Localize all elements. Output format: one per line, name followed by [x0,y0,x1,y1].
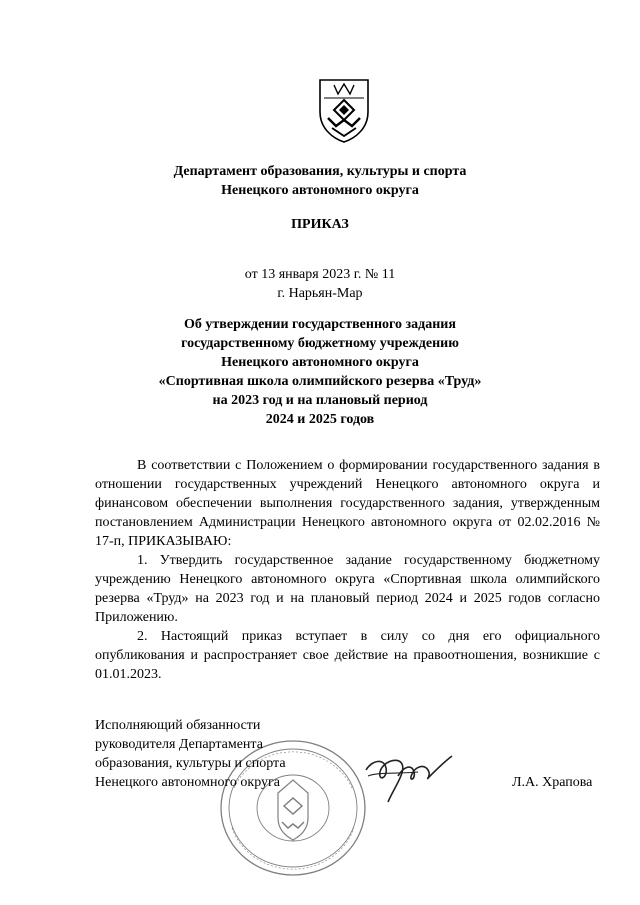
coat-of-arms-icon [318,78,370,144]
order-city: г. Нарьян-Мар [277,286,363,301]
department-line-1: Департамент образования, культуры и спорта [173,164,467,179]
signatory-title-line-3: образования, культуры и спорта [95,756,286,771]
subject-line-3: Ненецкого автономного округа [221,355,419,370]
signatory-title [95,716,286,792]
department-line-2: Ненецкого автономного округа [221,183,419,198]
signatory-name: Л.А. Храпова [512,775,593,790]
order-meta [0,265,640,303]
handwritten-signature-icon [358,742,458,812]
body-item-1: 1. Утвердить государственное задание государственному бюджетному учреждению Ненецкого автономного округа «Спортивная школа олимпийского резерва «Труд» на 2023 год и на плановый период 2024 и 2025 годов согласно Приложению. [95,553,600,625]
signatory-title-line-4: Ненецкого автономного округа [95,775,280,790]
department-heading [0,162,640,200]
order-title: ПРИКАЗ [291,217,349,232]
signatory-title-line-1: Исполняющий обязанности [95,718,261,733]
subject-line-5: на 2023 год и на плановый период [212,393,428,408]
subject-line-6: 2024 и 2025 годов [265,412,375,427]
body-item-2: 2. Настоящий приказ вступает в силу со дня его официального опубликования и распространяет свое действие на правоотношения, возникшие с 01.01.2023. [95,629,600,682]
order-date-number: от 13 января 2023 г. № 11 [244,267,396,282]
order-body [95,456,600,684]
subject-line-2: государственному бюджетному учреждению [181,336,459,351]
body-preamble: В соответствии с Положением о формировании государственного задания в отношении государственных учреждений Ненецкого автономного округа и финансовом обеспечении выполнения государственного задания, утвержденным постановлением Администрации Ненецкого автономного округа от 02.02.2016 № 17-п, ПРИКАЗЫВАЮ: [95,458,600,549]
subject-line-1: Об утверждении государственного задания [184,317,456,332]
order-subject [0,315,640,429]
subject-line-4: «Спортивная школа олимпийского резерва «Труд» [158,374,482,389]
signatory-title-line-2: руководителя Департамента [95,737,263,752]
